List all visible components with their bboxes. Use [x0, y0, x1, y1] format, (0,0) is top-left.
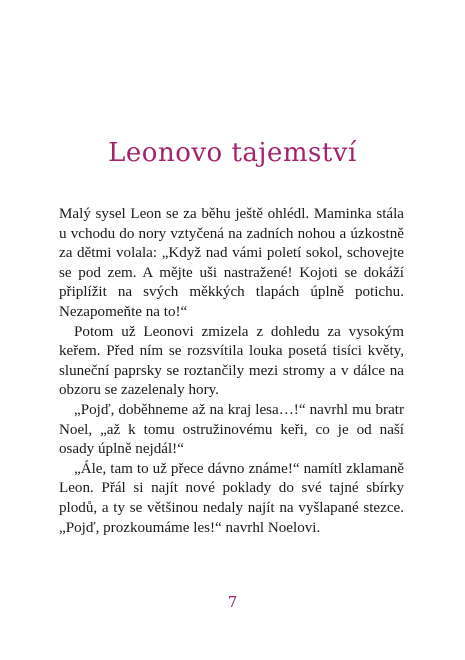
paragraph-2: Potom už Leonovi zmizela z dohledu za vysokým keřem. Před ním se rozsvítila louka posetá tisíci květy, sluneční paprsky se roztančily mezi stromy a v dálce na obzoru se zazelenaly hory.: [59, 323, 404, 399]
chapter-title: Leonovo tajemství: [108, 138, 357, 168]
paragraph-1: Malý sysel Leon se za běhu ještě ohlédl. Maminka stála u vchodu do nory vztyčená na zadních nohou a úzkostně za dětmi volala: „Když nad vámi poletí sokol, schovejte se pod zem. A mějte uši nastražené! Kojoti se dokáží připlížit na svých měkkých tlapách úplně potichu. Nezapomeňte na to!“: [59, 206, 404, 320]
paragraph-4: „Ále, tam to už přece dávno známe!“ namítl zklamaně Leon. Přál si najít nové poklady do své tajné sbírky plodů, a ty se většinou nedaly najít na vyšlapané stezce. „Pojď, prozkoumáme les!“ navrhl Noelovi.: [59, 460, 404, 536]
chapter-body: [59, 205, 404, 538]
paragraph-3: „Pojď, doběhneme až na kraj lesa…!“ navrhl mu bratr Noel, „až k tomu ostružinovému keři, co je od naší osady úplně nejdál!“: [59, 401, 404, 458]
page-number: 7: [227, 593, 238, 611]
